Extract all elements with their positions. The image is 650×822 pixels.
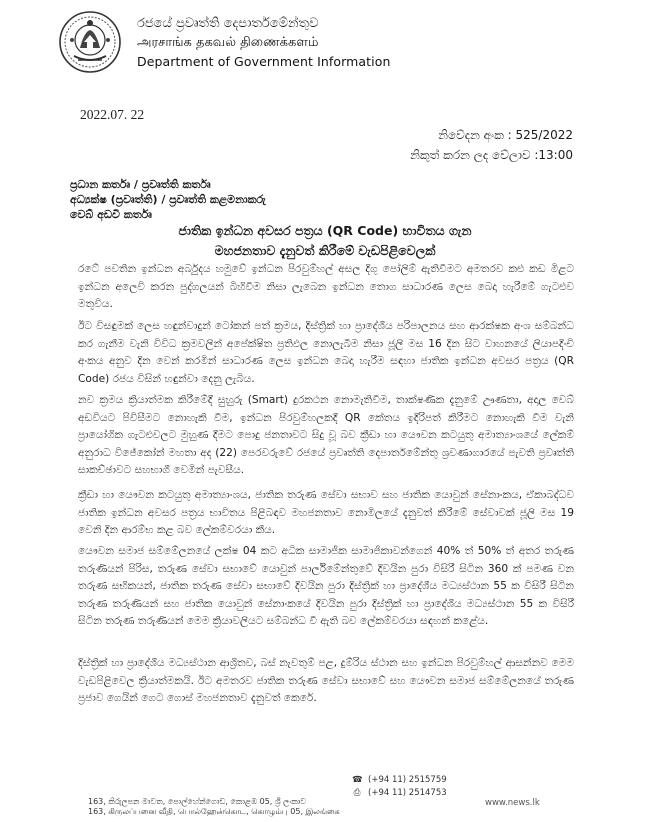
title-line-1: ජාතික ඉන්ධන අවසර පත්‍රය (QR Code) භාවිතය ගැන [178,223,472,238]
body-paragraph-5: යෞවන සමාජ සම්මේලනයේ ලක්ෂ 04 කට අධික සාමාජික සාමාජිකාවන්ගෙන් 40% ත් 50% ත් අතර තරුණ තරුණියන් පිරිස, තරුණ සේවා සභාවේ යොවුන් පාර්ලිමේන්තුවේ දිවයින පුරා විසිරී සිටින 360 ක් පමණ වන තරුණ සභිකයන්, ජාතික තරුණ සේවා සභාවේ දිවයින පුරා දිස්ත්‍රික් හා ප්‍රාදේශීය මධ්‍යස්ථාන 55 ක විසිරී සිටින තරුණ තරුණියන් සහ ජාතික යොවුන් සේනාංකයේ දිවයින පුරා දිස්ත්‍රික් හා ප්‍රාදේශීය මධ්‍යස්ථාන 55 ක විසිරී සිටින තරුණ තරුණියන් මෙම ක්‍රියාවලියට සම්බන්ධ වී ඇති බව ලේකම්වරයා සඳහන් කළේය. [78,545,574,627]
release-title [0,221,650,261]
fax-row [352,787,447,800]
department-name-sinhala: රජයේ ප්‍රවෘත්ති දෙපාර්තමේන්තුව [137,16,319,31]
phone-number: (+94 11) 2515759 [368,775,447,785]
title-line-2: මහජනතාව දැනුවත් කිරීමේ වැඩපිළිවෙලක් [214,243,436,258]
recipient-item: වෙබ් අඩවි කර්තෘ [70,208,152,221]
fax-number: (+94 11) 2514753 [368,788,447,798]
body-paragraph-1: රටේ පවතින ඉන්ධන අර්බුදය හමුවේ ඉන්ධන පිරවුම්හල් අසල දිගු පෝලිම් ඇතිවීමට අමතරව කළු කඩ මිළට ඉන්ධන අලෙවි කරන පුද්ගලයන් බිහිවීම නිසා ලැබෙන ඉන්ධන තොග සාධාරණ ලෙස බෙදා හැරීමේ ගැටළුව මතුවිය. [78,263,574,310]
issue-time: නිකුත් කරන ලද වේලාව :13:00 [410,148,573,162]
recipient-list [70,177,266,222]
release-date: 2022.07. 22 [80,107,145,122]
recipient-item: අධ්‍යක්ෂ (ප්‍රවෘත්ති) / ප්‍රවෘත්ති කළමනාකරු [70,193,266,206]
footer [0,772,650,822]
footer-address [88,797,340,817]
footer-contacts [352,774,447,800]
sri-lanka-emblem-logo [58,10,122,74]
address-tamil: 163, கிருலப்பனை வீதி, பொல்ஹேன்கொட, கொழும்பு 05, இலங்கை [88,807,340,816]
body-paragraph-4: ක්‍රීඩා හා යෞවන කටයුතු අමාත්‍යාංශය, ජාතික තරුණ සේවා සභාව සහ ජාතික යොවුන් සේනාංකය, ඒකාබද්ධව ජාතික ඉන්ධන අවසර පත්‍රය භාවිතය පිළිබඳව මහජනතාව නොමිලයේ දැනුවත් කිරීමේ සේවාවක් ජූලි මස 19 වෙනි දින ආරම්භ කළ බව ලේකම්වරයා කීය. [78,489,574,536]
address-sinhala: 163, කිරුලපන මාවත, පොල්හේන්ගොඩ, කොළඹ 05, ශ්‍රී ලංකාව [88,797,307,806]
reference-block [410,125,573,165]
body-paragraph-6: දිස්ත්‍රික් හා ප්‍රාදේශීය මධ්‍යස්ථාන ආශ්‍රිතව, බස් නැවතුම් පළ, දුම්රිය ස්ථාන සහ ඉන්ධන පිරවුම්හල් ආසන්නව මෙම වැඩපිළිවෙල ක්‍රියාත්මකයි. ඊට අමතරව ජාතික තරුණ සේවා සභාවේ සහ යෞවන සමාජ සම්මේලනයේ තරුණ ප්‍රජාව ගෙයින් ගෙට ගොස් මහජනතාව දැනුවත් කෙරේ. [78,657,574,704]
website-link[interactable]: www.news.lk [485,798,540,808]
department-name-english: Department of Government Information [137,54,391,69]
body-paragraph-2: ඊට විසඳුමක් ලෙස හඳුන්වාදුන් ටෝකන් පත් ක්‍රමය, දිස්ත්‍රික් හා ප්‍රාදේශීය පරිපාලනය සහ ආරක්ෂක අංශ සම්බන්ධ කර ගැනීම වැනි විවිධ ක්‍රමවලින් අපේක්ෂිත ප්‍රතිඵල නොලැබීම නිසා ජූලි මස 16 දින සිට වාහනයේ ලියාපදිංචි අංකය අනුව දින වෙන් කරමින් සාධාරණ ලෙස ඉන්ධන බෙදා හැරීම සඳහා ජාතික ඉන්ධන අවසර පත්‍රය (QR Code) රජය විසින් හඳුන්වා දෙනු ලැබිය. [78,320,574,385]
body-paragraph-3: නව ක්‍රමය ක්‍රියාත්මක කිරීමේදී සුහුරු (Smart) දුරකථන නොමැතිවීම, තාක්ෂණික දැනුමේ ඌණතා, අදාල වෙබ් අඩවියට පිවිසීමට නොහැකි වීම, ඉන්ධන පිරවුම්හලකදී QR කේතය ඉදිරිපත් කිරීමට නොහැකි වීම වැනි ප්‍රායෝගික ගැටළුවලට මුහුණ දීමට පොදු ජනතාවට සිදු වූ බව ක්‍රීඩා හා යෞවන කටයුතු අමාත්‍යාංශයේ ලේකම් අනුරාධ විජේකෝන් මහතා අද (22) පෙරවරුවේ රජයේ ප්‍රවෘත්ති දෙපාර්තමේන්තු ශ්‍රවණාගාරයේ පැවති ප්‍රවෘත්ති සාකච්ඡාවට සහභාගී වෙමින් පැවසීය. [78,394,574,476]
recipient-item: ප්‍රධාන කර්තෘ / ප්‍රවෘත්ති කර්තෘ [70,178,211,191]
release-number: නිවේදන අංක : 525/2022 [438,128,573,142]
letterhead [137,14,391,71]
fax-icon: ⎙ [353,788,361,798]
department-name-tamil: அரசாங்க தகவல் திணைக்களம் [137,35,319,50]
phone-icon: ☎ [352,775,363,785]
phone-row [352,774,447,787]
